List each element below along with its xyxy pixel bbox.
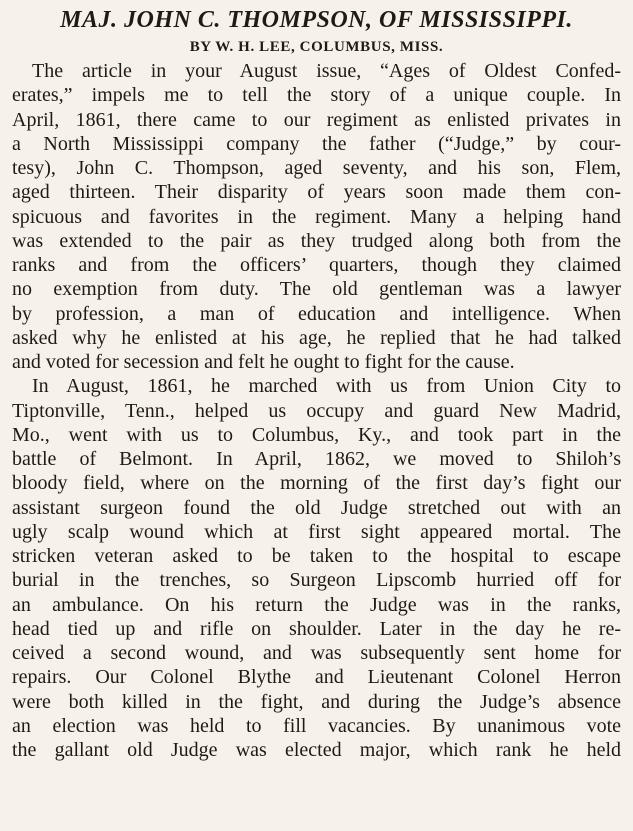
text-line: aged thirteen. Their disparity of years soon made them con- [12, 181, 621, 204]
article-title: MAJ. JOHN C. THOMPSON, OF MISSISSIPPI. [60, 7, 573, 33]
text-line: tesy), John C. Thompson, aged seventy, and his son, Flem, [12, 157, 621, 179]
text-line: ugly scalp wound which at first sight appeared mortal. The [12, 520, 621, 543]
text-line: Mo., went with us to Columbus, Ky., and took part in the [12, 423, 621, 446]
text-line: erates,” impels me to tell the story of a unique couple. In [12, 84, 621, 107]
paragraph-1 [12, 59, 621, 374]
text-line: no exemption from duty. The old gentleman was a lawyer [12, 278, 621, 301]
text-line: battle of Belmont. In April, 1862, we moved to Shiloh’s [12, 448, 621, 470]
text-line: an ambulance. On his return the Judge was in the ranks, [12, 593, 621, 616]
text-line: April, 1861, there came to our regiment as enlisted privates in [12, 108, 621, 131]
text-line: stricken veteran asked to be taken to the hospital to escape [12, 545, 621, 567]
text-line: were both killed in the fight, and during the Judge’s absence [12, 690, 621, 713]
paragraph-2 [12, 374, 621, 762]
text-line: was extended to the pair as they trudged along both from the [12, 229, 621, 252]
text-line: and voted for secession and felt he ought to fight for the cause. [12, 351, 515, 373]
text-line: an election was held to fill vacancies. By unanimous vote [12, 714, 621, 737]
text-line: ranks and from the officers’ quarters, though they claimed [12, 254, 621, 276]
text-line: by profession, a man of education and intelligence. When [12, 302, 621, 325]
text-line: burial in the trenches, so Surgeon Lipscomb hurried off for [12, 569, 621, 592]
article-byline: BY W. H. LEE, COLUMBUS, MISS. [189, 39, 444, 55]
text-line: head tied up and rifle on shoulder. Later in the day he re- [12, 617, 621, 640]
text-line: a North Mississippi company the father (“Judge,” by cour- [12, 132, 621, 155]
text-line: The article in your August issue, “Ages of Oldest Confed- [32, 60, 621, 82]
text-line: repairs. Our Colonel Blythe and Lieutenant Colonel Herron [12, 666, 621, 689]
text-line: In August, 1861, he marched with us from Union City to [32, 375, 621, 398]
text-line: Tiptonville, Tenn., helped us occupy and guard New Madrid, [12, 399, 621, 422]
text-line: bloody field, where on the morning of the first day’s fight our [12, 472, 621, 495]
text-line: spicuous and favorites in the regiment. Many a helping hand [12, 205, 621, 228]
text-line: asked why he enlisted at his age, he replied that he had talked [12, 326, 621, 349]
text-line: assistant surgeon found the old Judge stretched out with an [12, 496, 621, 519]
text-line: the gallant old Judge was elected major, which rank he held [12, 739, 621, 761]
text-line: ceived a second wound, and was subsequently sent home for [12, 642, 621, 664]
